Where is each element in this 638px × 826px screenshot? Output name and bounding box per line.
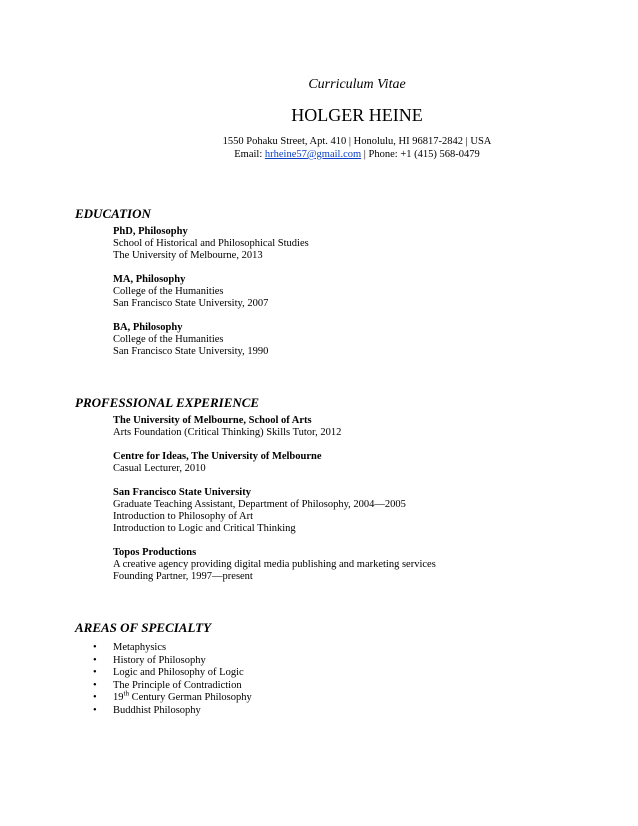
institution: San Francisco State University, 2007	[113, 298, 269, 309]
education-list	[113, 226, 309, 370]
specialty-heading: AREAS OF SPECIALTY	[75, 620, 212, 635]
degree: PhD, Philosophy	[113, 226, 188, 237]
organization: San Francisco State University	[113, 487, 251, 498]
bullet-icon: •	[93, 692, 97, 703]
degree: MA, Philosophy	[113, 274, 186, 285]
role-line: Introduction to Philosophy of Art	[113, 511, 253, 522]
organization: The University of Melbourne, School of Arts	[113, 415, 312, 426]
education-entry	[113, 226, 309, 262]
address-line: 1550 Pohaku Street, Apt. 410 | Honolulu, HI 96817-2842 | USA	[222, 136, 492, 147]
bullet-icon: •	[93, 704, 97, 716]
bullet-icon: •	[93, 654, 97, 666]
specialty-item-text: Century German Philosophy	[128, 692, 252, 703]
institution: The University of Melbourne, 2013	[113, 250, 263, 261]
bullet-icon: •	[93, 642, 97, 653]
experience-list	[113, 415, 436, 595]
ordinal-suffix: th	[123, 689, 129, 698]
specialty-item: Logic and Philosophy of Logic	[113, 667, 244, 678]
list-item	[93, 655, 252, 668]
bullet-icon: •	[93, 679, 97, 691]
department: College of the Humanities	[113, 334, 224, 345]
bullet-icon: •	[93, 667, 97, 678]
specialty-list	[93, 642, 252, 717]
role-line: A creative agency providing digital media publishing and marketing services	[113, 559, 436, 570]
contact-line	[76, 148, 638, 161]
email-prefix: Email:	[234, 149, 265, 160]
specialty-item: The Principle of Contradiction	[113, 679, 242, 691]
experience-entry	[113, 487, 436, 535]
experience-heading: PROFESSIONAL EXPERIENCE	[75, 395, 260, 410]
list-item	[93, 680, 252, 693]
specialty-item	[113, 689, 252, 703]
degree: BA, Philosophy	[113, 322, 183, 333]
role-line: Founding Partner, 1997—present	[113, 571, 253, 582]
education-entry	[113, 274, 309, 310]
department: College of the Humanities	[113, 286, 224, 297]
education-entry	[113, 322, 309, 358]
experience-entry	[113, 451, 436, 475]
education-heading: EDUCATION	[75, 206, 151, 221]
organization: Centre for Ideas, The University of Melbourne	[113, 451, 322, 462]
role-line: Introduction to Logic and Critical Thinking	[113, 523, 296, 534]
role-line: Casual Lecturer, 2010	[113, 463, 206, 474]
role-line: Arts Foundation (Critical Thinking) Skills Tutor, 2012	[113, 427, 342, 438]
role-line: Graduate Teaching Assistant, Department of Philosophy, 2004—2005	[113, 499, 406, 510]
phone-text: | Phone: +1 (415) 568-0479	[361, 149, 480, 160]
century-number: 19	[113, 692, 124, 703]
document-type-label: Curriculum Vitae	[308, 77, 406, 92]
cv-header	[0, 76, 638, 161]
list-item	[93, 689, 252, 705]
candidate-name: HOLGER HEINE	[291, 105, 423, 125]
institution: San Francisco State University, 1990	[113, 346, 269, 357]
email-link[interactable]: hrheine57@gmail.com	[264, 149, 362, 160]
specialty-item: Buddhist Philosophy	[113, 704, 201, 716]
organization: Topos Productions	[113, 547, 197, 558]
list-item	[93, 642, 252, 655]
experience-entry	[113, 547, 436, 583]
specialty-item: History of Philosophy	[113, 654, 206, 666]
department: School of Historical and Philosophical Studies	[113, 238, 309, 249]
list-item	[93, 705, 252, 718]
experience-entry	[113, 415, 436, 439]
list-item	[93, 667, 252, 680]
specialty-item: Metaphysics	[113, 642, 167, 653]
